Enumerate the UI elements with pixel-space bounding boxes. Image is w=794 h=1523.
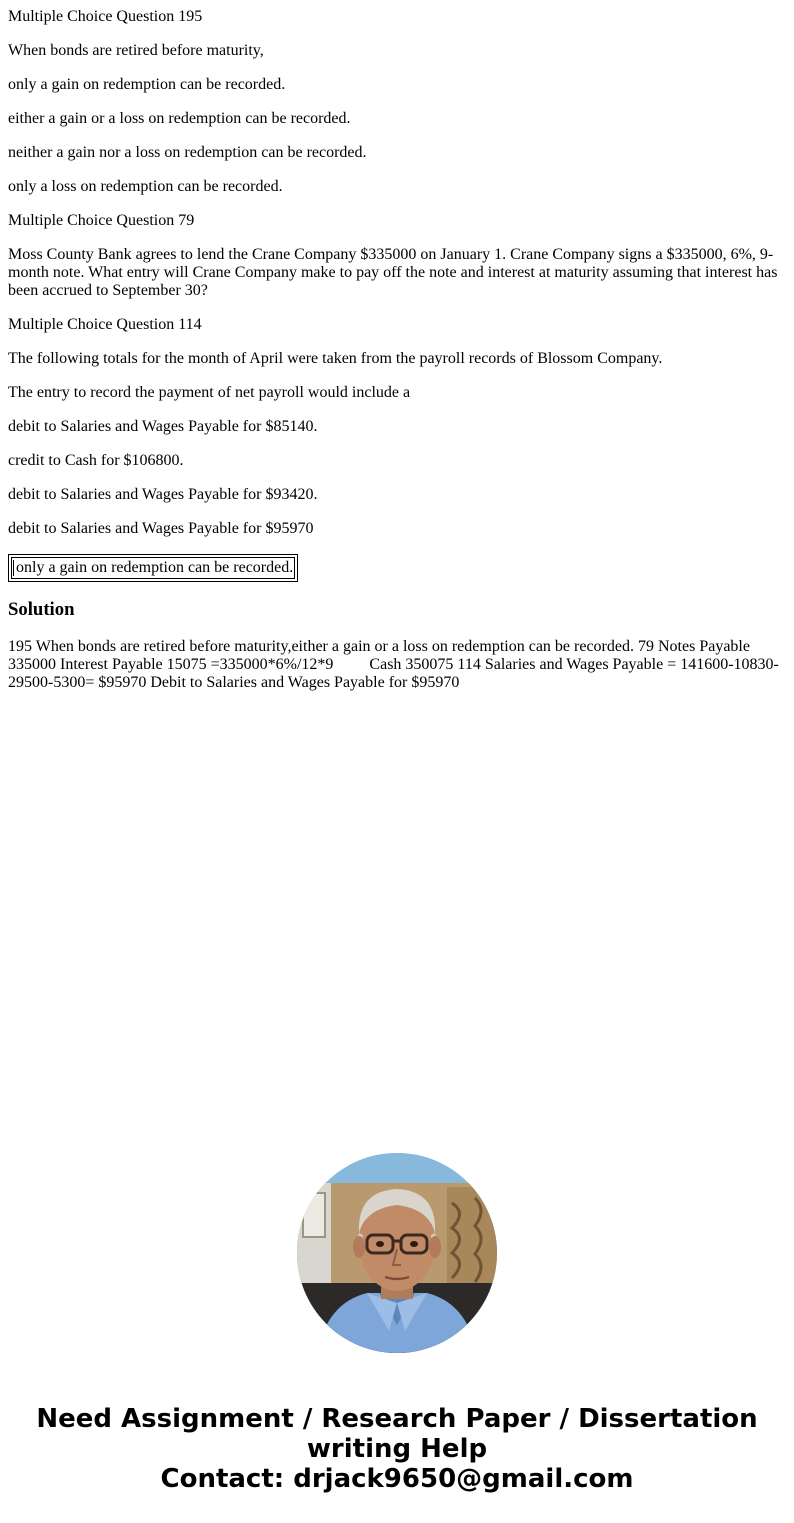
q79-title: Multiple Choice Question 79 xyxy=(8,212,195,229)
promo-line-2: writing Help xyxy=(306,1434,488,1464)
solution-heading: Solution xyxy=(8,599,75,620)
answer-cell xyxy=(11,557,295,579)
text-caret xyxy=(13,560,14,576)
q114-option-3: debit to Salaries and Wages Payable for $93420. xyxy=(8,486,318,503)
q114-title: Multiple Choice Question 114 xyxy=(8,316,202,333)
promo-contact: Contact: drjack9650@gmail.com xyxy=(160,1464,634,1494)
q195-title: Multiple Choice Question 195 xyxy=(8,8,203,25)
q195-option-3: neither a gain nor a loss on redemption can be recorded. xyxy=(8,144,367,161)
q114-option-1: debit to Salaries and Wages Payable for $85140. xyxy=(8,418,318,435)
q195-option-4: only a loss on redemption can be recorded. xyxy=(8,178,283,195)
q114-option-2: credit to Cash for $106800. xyxy=(8,452,184,469)
answer-box xyxy=(8,554,298,582)
solution-text: 195 When bonds are retired before maturity,either a gain or a loss on redemption can be recorded. 79 Notes Payable 335000 Interest Payable 15075 =335000*6%/12*9 Cash 350075 114 Salaries and Wages Payable = 141600-10830-29500-5300= $95970 Debit to Salaries and Wages Payable for $95970 xyxy=(8,638,779,691)
q195-option-1: only a gain on redemption can be recorded. xyxy=(8,76,286,93)
q114-stem: The following totals for the month of April were taken from the payroll records of Blossom Company. xyxy=(8,350,663,367)
promo-banner xyxy=(0,1404,794,1494)
author-avatar xyxy=(297,1153,497,1353)
q195-stem: When bonds are retired before maturity, xyxy=(8,42,264,59)
author-photo xyxy=(297,1153,497,1353)
q79-stem: Moss County Bank agrees to lend the Crane Company $335000 on January 1. Crane Company signs a $335000, 6%, 9-month note. What entry will Crane Company make to pay off the note and interest at maturity assuming that interest has been accrued to September 30? xyxy=(8,246,778,299)
q114-prompt: The entry to record the payment of net payroll would include a xyxy=(8,384,411,401)
promo-line-1: Need Assignment / Research Paper / Dissertation xyxy=(36,1404,758,1434)
answer-text: only a gain on redemption can be recorded. xyxy=(16,559,294,576)
q195-option-2: either a gain or a loss on redemption can be recorded. xyxy=(8,110,351,127)
q114-option-4: debit to Salaries and Wages Payable for $95970 xyxy=(8,520,314,537)
